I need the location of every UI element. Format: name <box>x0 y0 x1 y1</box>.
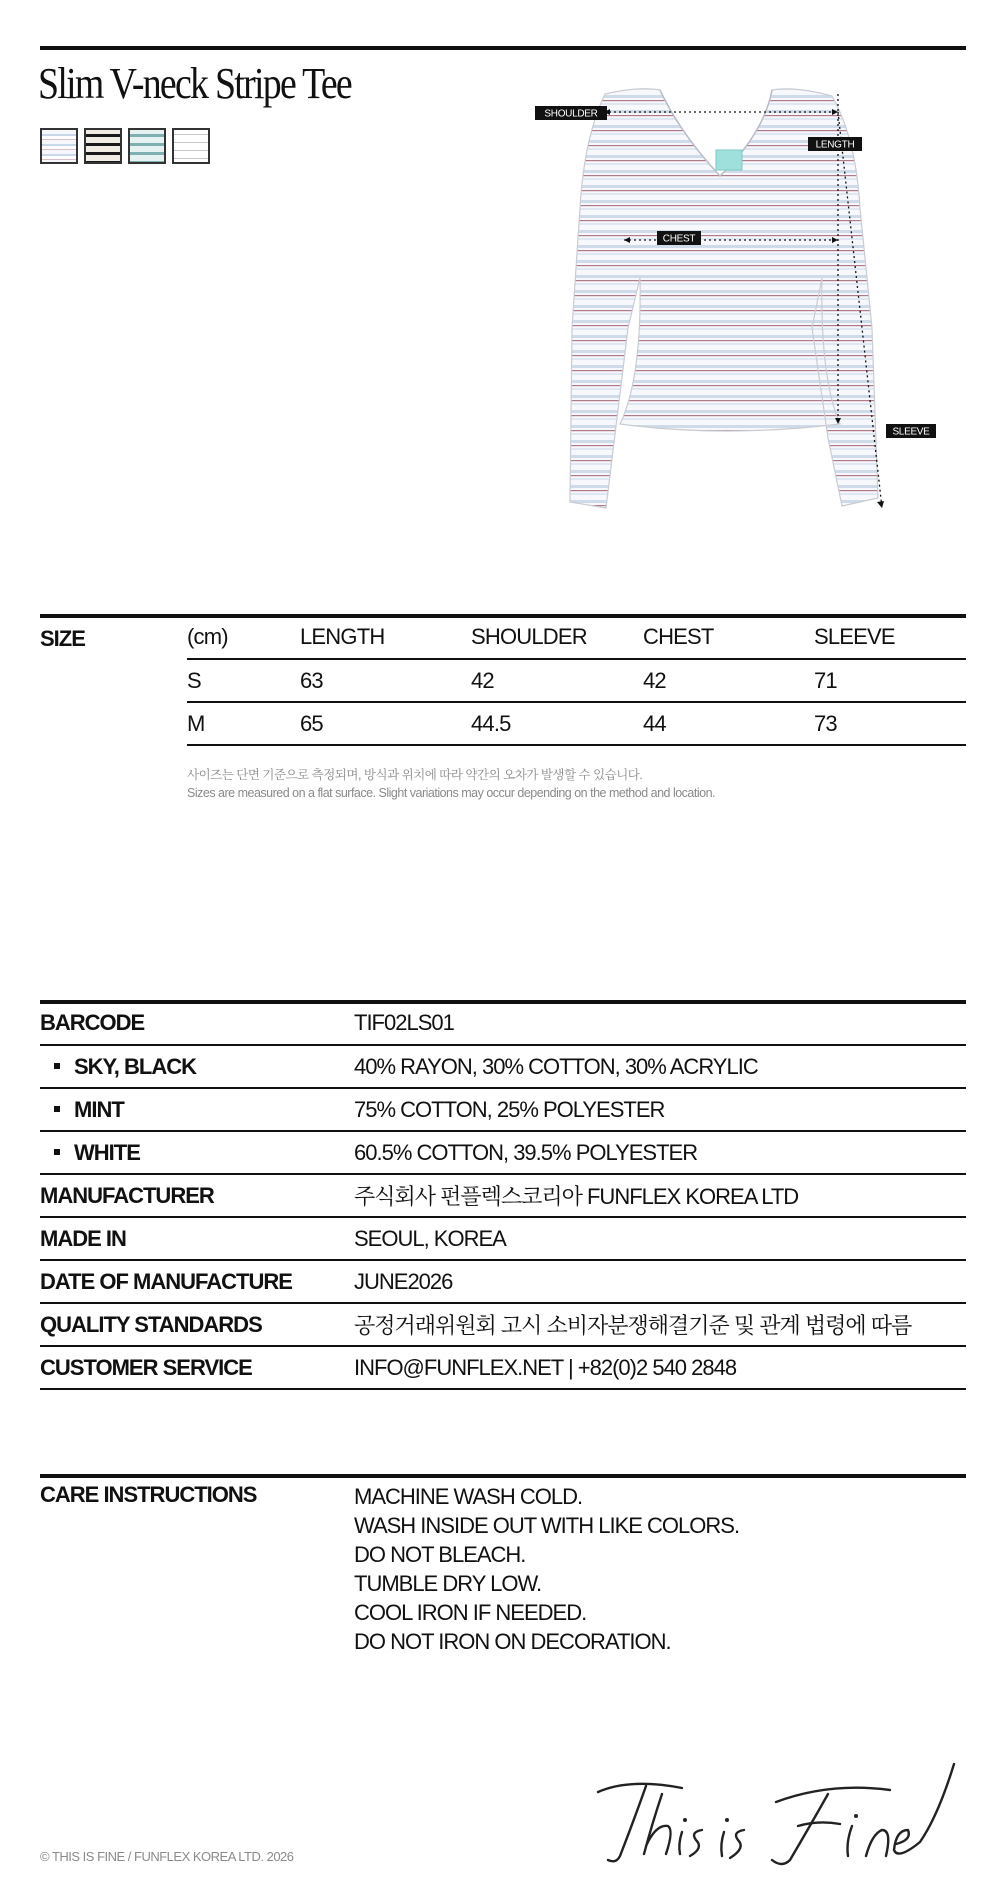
signature-logo <box>590 1760 960 1870</box>
care-heading: CARE INSTRUCTIONS <box>40 1482 257 1507</box>
product-title: Slim V-neck Stripe Tee <box>38 59 352 108</box>
table-row <box>187 659 966 702</box>
made-in-value: SEOUL, KOREA <box>354 1225 506 1251</box>
size-cell: 63 <box>300 667 323 693</box>
manufacturer-key: MANUFACTURER <box>40 1182 214 1208</box>
barcode-value: TIF02LS01 <box>354 1010 454 1035</box>
size-table <box>187 616 966 746</box>
table-row <box>40 1260 966 1303</box>
size-cell: S <box>187 667 201 693</box>
material-value: 60.5% COTTON, 39.5% POLYESTER <box>354 1139 698 1165</box>
list-item: COOL IRON IF NEEDED. <box>354 1600 587 1625</box>
size-cell: 44 <box>643 710 666 736</box>
table-row <box>40 1088 966 1131</box>
made-in-key: MADE IN <box>40 1225 126 1251</box>
size-col-chest: CHEST <box>643 624 714 649</box>
swatch-mint[interactable] <box>128 128 166 164</box>
shoulder-tag <box>535 106 607 120</box>
table-row <box>40 1045 966 1088</box>
swatch-white[interactable] <box>172 128 210 164</box>
size-col-unit: (cm) <box>187 624 228 649</box>
size-header-row <box>187 616 966 659</box>
collar-label <box>716 150 742 170</box>
table-row <box>40 1217 966 1260</box>
svg-text:SLEEVE: SLEEVE <box>892 426 930 438</box>
size-cell: 42 <box>471 667 494 693</box>
size-heading: SIZE <box>40 626 85 651</box>
manufacturer-value: 주식회사 펀플렉스코리아 FUNFLEX KOREA LTD <box>354 1184 799 1209</box>
material-key: WHITE <box>74 1139 140 1165</box>
size-col-length: LENGTH <box>300 624 385 649</box>
material-key: MINT <box>74 1096 124 1122</box>
size-note-en: Sizes are measured on a flat surface. Slight variations may occur depending on the method and location. <box>187 786 716 800</box>
care-rule <box>40 1474 966 1478</box>
size-cell: 44.5 <box>471 710 511 736</box>
swatch-sky[interactable] <box>40 128 78 164</box>
size-note <box>187 766 715 802</box>
table-row <box>40 1131 966 1174</box>
barcode-key: BARCODE <box>40 1010 145 1035</box>
copyright: © THIS IS FINE / FUNFLEX KOREA LTD. 2026 <box>40 1849 294 1864</box>
table-row <box>40 1002 966 1045</box>
list-item: WASH INSIDE OUT WITH LIKE COLORS. <box>354 1513 740 1538</box>
quality-value: 공정거래위원회 고시 소비자분쟁해결기준 및 관계 법령에 따름 <box>354 1313 912 1338</box>
swatch-black[interactable] <box>84 128 122 164</box>
service-value[interactable]: INFO@FUNFLEX.NET | +82(0)2 540 2848 <box>354 1354 737 1380</box>
top-rule <box>40 46 966 50</box>
svg-text:SHOULDER: SHOULDER <box>544 108 598 120</box>
bullet-icon <box>54 1149 60 1155</box>
material-value: 40% RAYON, 30% COTTON, 30% ACRYLIC <box>354 1053 758 1079</box>
table-row <box>187 702 966 745</box>
list-item: DO NOT IRON ON DECORATION. <box>354 1629 671 1654</box>
sleeve-tag <box>886 424 936 438</box>
date-key: DATE OF MANUFACTURE <box>40 1268 292 1294</box>
material-key: SKY, BLACK <box>74 1053 197 1079</box>
service-key: CUSTOMER SERVICE <box>40 1354 252 1380</box>
chest-tag <box>657 231 701 245</box>
size-cell: 65 <box>300 710 323 736</box>
table-row <box>40 1303 966 1346</box>
bullet-icon <box>54 1063 60 1069</box>
material-value: 75% COTTON, 25% POLYESTER <box>354 1096 665 1122</box>
measurement-diagram <box>520 78 960 518</box>
size-note-ko: 사이즈는 단면 기준으로 측정되며, 방식과 위치에 따라 약간의 오차가 발생할 수 있습니다. <box>187 768 643 782</box>
svg-text:LENGTH: LENGTH <box>815 139 855 151</box>
table-row <box>40 1346 966 1389</box>
quality-key: QUALITY STANDARDS <box>40 1311 262 1337</box>
date-value: JUNE2026 <box>354 1268 453 1294</box>
list-item: MACHINE WASH COLD. <box>354 1484 583 1509</box>
info-table <box>40 1002 966 1390</box>
size-cell: 73 <box>814 710 837 736</box>
svg-text:CHEST: CHEST <box>662 233 696 245</box>
color-swatches <box>40 128 210 164</box>
list-item: TUMBLE DRY LOW. <box>354 1571 542 1596</box>
size-col-sleeve: SLEEVE <box>814 624 895 649</box>
bullet-icon <box>54 1106 60 1112</box>
size-cell: 71 <box>814 667 837 693</box>
size-col-shoulder: SHOULDER <box>471 624 587 649</box>
tee-shape <box>520 78 960 518</box>
length-tag <box>808 137 862 151</box>
size-cell: 42 <box>643 667 666 693</box>
care-list <box>354 1482 739 1656</box>
list-item: DO NOT BLEACH. <box>354 1542 526 1567</box>
size-cell: M <box>187 710 205 736</box>
table-row <box>40 1174 966 1217</box>
